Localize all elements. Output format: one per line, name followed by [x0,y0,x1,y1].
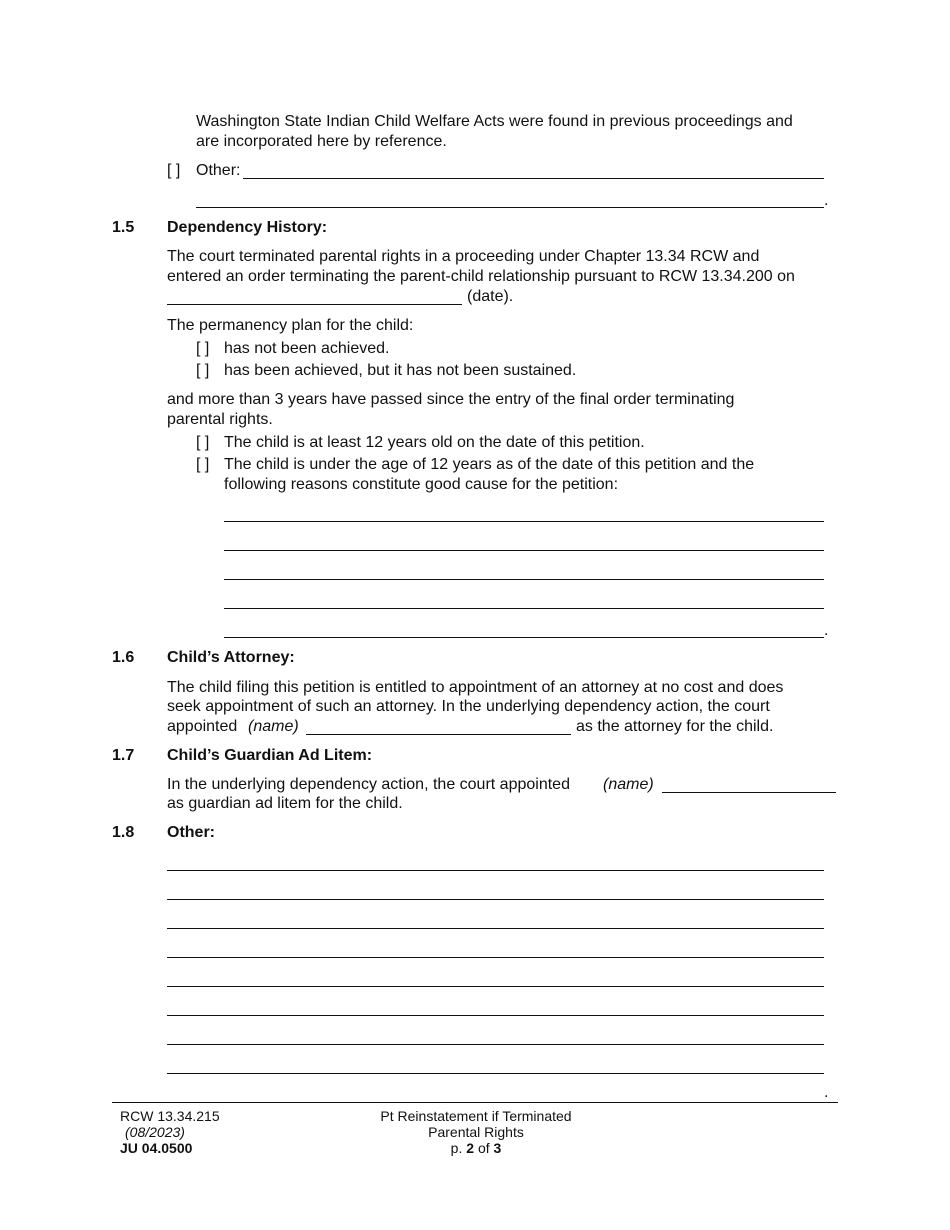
page-current: 2 [466,1140,475,1156]
plan-checkbox[interactable]: [ ] [196,362,210,379]
footer-form-number: JU 04.0500 [120,1140,193,1156]
plan-option-label: has not been achieved. [224,340,390,357]
reason-input-line[interactable] [224,579,824,580]
age-option-label: The child is at least 12 years old on the date of this petition. [224,434,645,451]
section-title: Other: [167,824,215,841]
footer-rule [112,1102,838,1103]
other-label: Other: [196,162,241,179]
page-of: of [477,1140,490,1156]
age-option-label: The child is under the age of 12 years as of the date of this petition and the [224,456,755,473]
name-hint: (name) [603,776,654,793]
page-total: 3 [493,1140,502,1156]
section-number: 1.8 [112,824,135,841]
other-input-line[interactable] [167,1015,824,1016]
period: . [824,1084,829,1101]
gal-name-input-line[interactable] [662,792,836,793]
section-title: Dependency History: [167,219,328,236]
other-input-line[interactable] [167,986,824,987]
other-input-line[interactable] [243,178,824,179]
other-input-line[interactable] [167,899,824,900]
paragraph-line: as the attorney for the child. [576,718,774,735]
footer-form-title: Parental Rights [428,1124,524,1140]
permanency-plan-label: The permanency plan for the child: [167,317,414,334]
paragraph-line: as guardian ad litem for the child. [167,795,403,812]
section-number: 1.5 [112,219,135,236]
other-input-line[interactable] [167,1044,824,1045]
paragraph-line: Washington State Indian Child Welfare Acts were found in previous proceedings and [196,113,793,130]
section-number: 1.6 [112,649,135,666]
footer-page-number [451,1140,502,1156]
paragraph-line: In the underlying dependency action, the court appointed [167,776,570,793]
attorney-name-input-line[interactable] [306,734,571,735]
other-input-line[interactable] [167,1073,824,1074]
paragraph-line: parental rights. [167,411,273,428]
paragraph-line: and more than 3 years have passed since the entry of the final order terminating [167,391,735,408]
page-prefix: p. [450,1140,463,1156]
period: . [824,622,829,639]
age-checkbox[interactable]: [ ] [196,434,210,451]
date-input-line[interactable] [167,304,462,305]
date-label: (date). [467,288,514,305]
footer-rcw: RCW 13.34.215 [120,1108,220,1124]
footer-form-title: Pt Reinstatement if Terminated [380,1108,572,1124]
paragraph-line: are incorporated here by reference. [196,133,447,150]
section-title: Child’s Attorney: [167,649,295,666]
reason-input-line[interactable] [224,608,824,609]
section-number: 1.7 [112,747,135,764]
other-checkbox[interactable]: [ ] [167,162,181,179]
section-title: Child’s Guardian Ad Litem: [167,747,373,764]
period: . [824,192,829,209]
reason-input-line[interactable] [224,550,824,551]
age-option-label: following reasons constitute good cause for the petition: [224,476,619,493]
plan-option-label: has been achieved, but it has not been sustained. [224,362,577,379]
paragraph-line: The court terminated parental rights in a proceeding under Chapter 13.34 RCW and [167,248,760,265]
other-input-line[interactable] [167,928,824,929]
reason-input-line[interactable] [224,637,824,638]
other-input-line[interactable] [196,207,824,208]
paragraph-line: entered an order terminating the parent-child relationship pursuant to RCW 13.34.200 on [167,268,795,285]
name-hint: (name) [248,718,299,735]
footer-date: (08/2023) [125,1124,185,1140]
other-input-line[interactable] [167,957,824,958]
paragraph-line: seek appointment of such an attorney. In the underlying dependency action, the court [167,698,770,715]
plan-checkbox[interactable]: [ ] [196,340,210,357]
paragraph-line: The child filing this petition is entitled to appointment of an attorney at no cost and does [167,679,784,696]
reason-input-line[interactable] [224,521,824,522]
other-input-line[interactable] [167,870,824,871]
paragraph-line: appointed [167,718,238,735]
age-checkbox[interactable]: [ ] [196,456,210,473]
